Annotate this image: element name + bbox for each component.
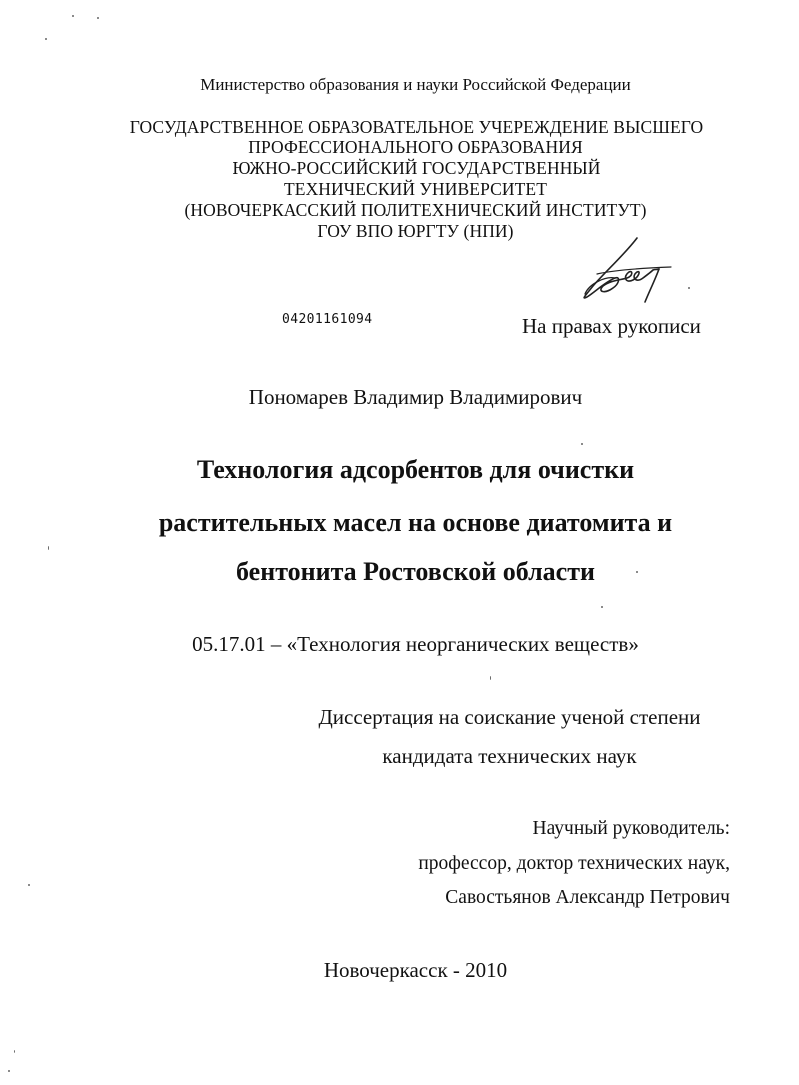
institution-line-3: ЮЖНО-РОССИЙСКИЙ ГОСУДАРСТВЕННЫЙ — [232, 158, 601, 178]
thesis-title-line-1: Технология адсорбентов для очистки — [196, 455, 635, 484]
registration-code: 04201161094 — [282, 312, 373, 327]
supervisor-name: Савостьянов Александр Петрович — [445, 887, 730, 908]
ministry-line: Министерство образования и науки Российской Федерации — [200, 75, 631, 94]
manuscript-note: На правах рукописи — [522, 314, 701, 338]
scan-speck — [581, 443, 583, 445]
institution-line-6: ГОУ ВПО ЮРГТУ (НПИ) — [317, 221, 514, 241]
scan-speck — [636, 571, 638, 573]
dissertation-line-2: кандидата технических наук — [382, 744, 637, 768]
dissertation-line-1: Диссертация на соискание ученой степени — [318, 705, 701, 729]
handwritten-signature — [575, 234, 685, 306]
scan-speck — [45, 38, 47, 40]
author-name: Пономарев Владимир Владимирович — [248, 385, 583, 409]
supervisor-position: профессор, доктор технических наук, — [418, 853, 730, 874]
institution-line-5: (НОВОЧЕРКАССКИЙ ПОЛИТЕХНИЧЕСКИЙ ИНСТИТУТ) — [184, 200, 647, 220]
supervisor-label: Научный руководитель: — [532, 818, 730, 839]
thesis-title-line-3: бентонита Ростовской области — [236, 557, 595, 586]
scan-speck — [8, 1070, 10, 1072]
specialty-code: 05.17.01 – «Технология неорганических веществ» — [192, 632, 639, 656]
scan-speck — [72, 15, 74, 17]
scan-speck — [14, 1050, 15, 1053]
scan-speck — [48, 546, 49, 550]
institution-line-1: ГОСУДАРСТВЕННОЕ ОБРАЗОВАТЕЛЬНОЕ УЧЕРЕЖДЕНИЕ ВЫСШЕГО — [129, 117, 704, 137]
scan-speck — [490, 676, 491, 680]
scan-speck — [97, 17, 99, 19]
city-year: Новочеркасск - 2010 — [323, 958, 508, 982]
institution-line-4: ТЕХНИЧЕСКИЙ УНИВЕРСИТЕТ — [283, 179, 547, 199]
institution-line-2: ПРОФЕССИОНАЛЬНОГО ОБРАЗОВАНИЯ — [248, 137, 583, 157]
scan-speck — [28, 884, 30, 886]
thesis-title-line-2: растительных масел на основе диатомита и — [158, 508, 673, 537]
scan-speck — [688, 287, 690, 289]
scan-speck — [601, 606, 603, 608]
